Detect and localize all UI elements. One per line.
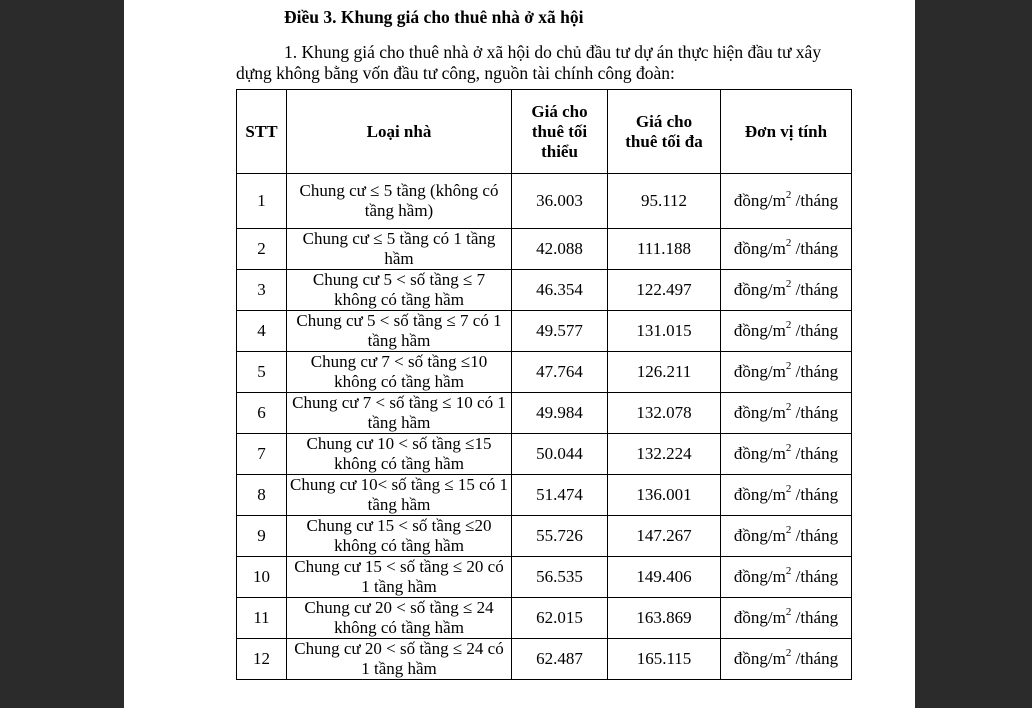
cell-unit xyxy=(721,229,852,270)
table-row xyxy=(237,393,852,434)
cell-unit xyxy=(721,639,852,680)
cell-min-price: 51.474 xyxy=(512,475,608,516)
unit-exponent: 2 xyxy=(785,483,792,496)
unit-prefix: đồng/m xyxy=(733,321,786,340)
unit-prefix: đồng/m xyxy=(733,526,786,545)
unit-exponent: 2 xyxy=(785,401,792,414)
unit-prefix: đồng/m xyxy=(733,191,786,210)
cell-min-price: 49.984 xyxy=(512,393,608,434)
cell-stt: 12 xyxy=(237,639,287,680)
cell-type: Chung cư 7 < số tầng ≤ 10 có 1 tầng hầm xyxy=(287,393,512,434)
cell-unit xyxy=(721,475,852,516)
cell-type: Chung cư 10< số tầng ≤ 15 có 1 tầng hầm xyxy=(287,475,512,516)
cell-min-price: 42.088 xyxy=(512,229,608,270)
cell-stt: 7 xyxy=(237,434,287,475)
header-unit: Đơn vị tính xyxy=(721,90,852,174)
cell-stt: 5 xyxy=(237,352,287,393)
cell-type: Chung cư 5 < số tầng ≤ 7 không có tầng hầm xyxy=(287,270,512,311)
unit-exponent: 2 xyxy=(785,278,792,291)
cell-stt: 10 xyxy=(237,557,287,598)
cell-max-price: 163.869 xyxy=(608,598,721,639)
unit-exponent: 2 xyxy=(785,565,792,578)
article-heading: Điều 3. Khung giá cho thuê nhà ở xã hội xyxy=(284,7,584,27)
unit-prefix: đồng/m xyxy=(733,485,786,504)
unit-prefix: đồng/m xyxy=(733,567,786,586)
table-row xyxy=(237,434,852,475)
cell-min-price: 36.003 xyxy=(512,174,608,229)
unit-prefix: đồng/m xyxy=(733,608,786,627)
unit-exponent: 2 xyxy=(785,442,792,455)
document-page xyxy=(124,0,915,708)
unit-suffix: /tháng xyxy=(791,191,839,210)
table-row xyxy=(237,174,852,229)
cell-max-price: 126.211 xyxy=(608,352,721,393)
unit-prefix: đồng/m xyxy=(733,280,786,299)
cell-stt: 2 xyxy=(237,229,287,270)
cell-unit xyxy=(721,352,852,393)
unit-exponent: 2 xyxy=(785,189,792,202)
cell-stt: 3 xyxy=(237,270,287,311)
table-row xyxy=(237,598,852,639)
unit-prefix: đồng/m xyxy=(733,362,786,381)
cell-type: Chung cư 7 < số tầng ≤10 không có tầng hầm xyxy=(287,352,512,393)
cell-min-price: 49.577 xyxy=(512,311,608,352)
unit-suffix: /tháng xyxy=(791,526,839,545)
cell-min-price: 62.015 xyxy=(512,598,608,639)
cell-type: Chung cư 10 < số tầng ≤15 không có tầng hầm xyxy=(287,434,512,475)
cell-type: Chung cư ≤ 5 tầng có 1 tầng hầm xyxy=(287,229,512,270)
table-row xyxy=(237,311,852,352)
unit-exponent: 2 xyxy=(785,647,792,660)
cell-unit xyxy=(721,516,852,557)
unit-exponent: 2 xyxy=(785,360,792,373)
unit-prefix: đồng/m xyxy=(733,239,786,258)
paragraph-text: 1. Khung giá cho thuê nhà ở xã hội do chủ đầu tư dự án thực hiện đầu tư xây dựng không bằng vốn đầu tư công, nguồn tài chính công đoàn: xyxy=(236,42,822,83)
cell-max-price: 149.406 xyxy=(608,557,721,598)
cell-max-price: 111.188 xyxy=(608,229,721,270)
unit-prefix: đồng/m xyxy=(733,444,786,463)
cell-max-price: 132.078 xyxy=(608,393,721,434)
cell-min-price: 46.354 xyxy=(512,270,608,311)
cell-stt: 1 xyxy=(237,174,287,229)
cell-stt: 11 xyxy=(237,598,287,639)
table-row xyxy=(237,229,852,270)
cell-min-price: 56.535 xyxy=(512,557,608,598)
cell-max-price: 147.267 xyxy=(608,516,721,557)
unit-suffix: /tháng xyxy=(791,444,839,463)
unit-suffix: /tháng xyxy=(791,608,839,627)
header-type: Loại nhà xyxy=(287,90,512,174)
table-header-row xyxy=(237,90,852,174)
cell-type: Chung cư 20 < số tầng ≤ 24 có 1 tầng hầm xyxy=(287,639,512,680)
cell-min-price: 62.487 xyxy=(512,639,608,680)
table-row xyxy=(237,516,852,557)
cell-stt: 6 xyxy=(237,393,287,434)
unit-exponent: 2 xyxy=(785,606,792,619)
unit-suffix: /tháng xyxy=(791,239,839,258)
price-table xyxy=(236,89,852,680)
table-row xyxy=(237,557,852,598)
unit-exponent: 2 xyxy=(785,237,792,250)
cell-unit xyxy=(721,598,852,639)
cell-max-price: 136.001 xyxy=(608,475,721,516)
cell-unit xyxy=(721,393,852,434)
unit-suffix: /tháng xyxy=(791,485,839,504)
header-max-price: Giá cho thuê tối đa xyxy=(608,90,721,174)
article-paragraph xyxy=(236,42,856,84)
cell-stt: 4 xyxy=(237,311,287,352)
cell-unit xyxy=(721,557,852,598)
cell-unit xyxy=(721,270,852,311)
unit-suffix: /tháng xyxy=(791,280,839,299)
unit-exponent: 2 xyxy=(785,319,792,332)
table-row xyxy=(237,639,852,680)
cell-type: Chung cư ≤ 5 tầng (không có tầng hầm) xyxy=(287,174,512,229)
cell-max-price: 95.112 xyxy=(608,174,721,229)
cell-min-price: 47.764 xyxy=(512,352,608,393)
unit-prefix: đồng/m xyxy=(733,649,786,668)
cell-unit xyxy=(721,311,852,352)
header-min-price: Giá cho thuê tối thiểu xyxy=(512,90,608,174)
header-stt: STT xyxy=(237,90,287,174)
cell-max-price: 131.015 xyxy=(608,311,721,352)
unit-suffix: /tháng xyxy=(791,567,839,586)
cell-min-price: 55.726 xyxy=(512,516,608,557)
cell-max-price: 122.497 xyxy=(608,270,721,311)
table-row xyxy=(237,475,852,516)
cell-min-price: 50.044 xyxy=(512,434,608,475)
unit-suffix: /tháng xyxy=(791,362,839,381)
unit-prefix: đồng/m xyxy=(733,403,786,422)
unit-suffix: /tháng xyxy=(791,321,839,340)
cell-unit xyxy=(721,174,852,229)
cell-stt: 8 xyxy=(237,475,287,516)
cell-type: Chung cư 15 < số tầng ≤ 20 có 1 tầng hầm xyxy=(287,557,512,598)
unit-exponent: 2 xyxy=(785,524,792,537)
cell-type: Chung cư 5 < số tầng ≤ 7 có 1 tầng hầm xyxy=(287,311,512,352)
cell-max-price: 165.115 xyxy=(608,639,721,680)
cell-stt: 9 xyxy=(237,516,287,557)
table-row xyxy=(237,270,852,311)
unit-suffix: /tháng xyxy=(791,649,839,668)
unit-suffix: /tháng xyxy=(791,403,839,422)
cell-type: Chung cư 15 < số tầng ≤20 không có tầng hầm xyxy=(287,516,512,557)
cell-type: Chung cư 20 < số tầng ≤ 24 không có tầng hầm xyxy=(287,598,512,639)
cell-unit xyxy=(721,434,852,475)
cell-max-price: 132.224 xyxy=(608,434,721,475)
table-row xyxy=(237,352,852,393)
